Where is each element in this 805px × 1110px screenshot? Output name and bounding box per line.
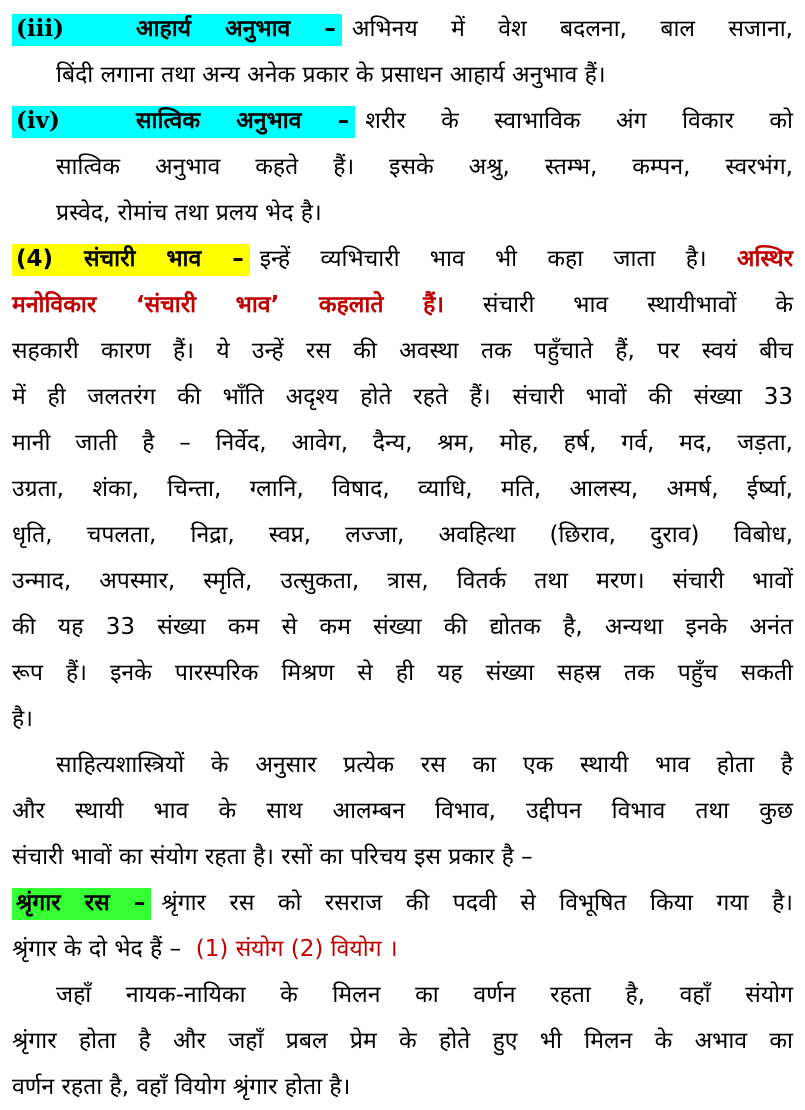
shringar-para-text: जहाँ नायक-नायिका के मिलन का वर्णन रहता है, वहाँ संयोग [56,982,793,1008]
section-4-red-2: मनोविकार ‘संचारी भाव’ कहलाते हैं। [12,292,444,318]
section-4-line-9 [12,604,793,650]
section-4-line-5 [12,420,793,466]
section-4-line-7 [12,512,793,558]
section-iv-line-3 [12,190,793,236]
shringar-text-1: श्रृंगार रस को रसराज की पदवी से विभूषित किया गया है। [161,890,793,916]
section-4-line-3 [12,328,793,374]
section-4-line-1 [12,236,793,282]
section-iv-text-1: शरीर के स्वाभाविक अंग विकार को [365,108,793,134]
para-rasa-line-3 [12,834,793,880]
section-iv-title: सात्विक अनुभाव – [136,108,350,134]
section-4-text: रूप हैं। इनके पारस्परिक मिश्रण से ही यह संख्या सहस्र तक पहुँच सकती [12,660,793,686]
shringar-heading: श्रृंगार रस – [12,888,151,920]
section-iii-line-2 [12,52,793,98]
section-iii-label: (iii) [16,15,64,42]
shringar-types: (1) संयोग (2) वियोग । [195,936,398,962]
section-4-text: धृति, चपलता, निद्रा, स्वप्न, लज्जा, अवहित्था (छिराव, दुराव) विबोध, [12,522,794,548]
shringar-para-text: श्रृंगार होता है और जहाँ प्रबल प्रेम के होते हुए भी मिलन के अभाव का [12,1028,793,1054]
section-4-text-1: इन्हें व्यभिचारी भाव भी कहा जाता है। [259,246,707,272]
section-4-text: है। [12,706,33,732]
shringar-para-line-2 [12,1018,793,1064]
shringar-line-2 [12,926,793,972]
section-4-text: सहकारी कारण हैं। ये उन्हें रस की अवस्था तक पहुँचाते हैं, पर स्वयं बीच [12,338,793,364]
section-4-red-1: अस्थिर [736,246,793,272]
section-4-text: की यह 33 संख्या कम से कम संख्या की द्योतक है, अन्यथा इनके अनंत [12,614,793,640]
section-4-text: उन्माद, अपस्मार, स्मृति, उत्सुकता, त्रास, वितर्क तथा मरण। संचारी भावों [12,568,793,594]
section-4-line-8 [12,558,793,604]
section-iv-heading [12,106,355,138]
section-iii-title: आहार्य अनुभाव – [136,16,336,42]
section-iii-line-1 [12,6,793,52]
section-iii-text-2: बिंदी लगाना तथा अन्य अनेक प्रकार के प्रसाधन आहार्य अनुभाव हैं। [56,62,606,88]
para-rasa-line-2 [12,788,793,834]
section-4-line-11 [12,696,793,742]
shringar-para-text: वर्णन रहता है, वहाँ वियोग श्रृंगार होता है। [12,1074,351,1100]
section-4-heading: (4) संचारी भाव – [12,244,250,276]
section-iv-text-3: प्रस्वेद, रोमांच तथा प्रलय भेद है। [56,200,322,226]
section-iv-text-2: सात्विक अनुभाव कहते हैं। इसके अश्रु, स्तम्भ, कम्पन, स्वरभंग, [56,154,793,180]
section-4-line-4 [12,374,793,420]
para-rasa-line-1 [12,742,793,788]
section-iv-line-2 [12,144,793,190]
para-rasa-text: साहित्यशास्त्रियों के अनुसार प्रत्येक रस का एक स्थायी भाव होता है [56,752,793,778]
section-iv-label: (iv) [16,107,60,134]
shringar-text-2: श्रृंगार के दो भेद हैं – [12,936,182,962]
section-4-line-6 [12,466,793,512]
shringar-para-line-3 [12,1064,793,1110]
section-4-text-2: संचारी भाव स्थायीभावों के [482,292,794,318]
para-rasa-text: संचारी भावों का संयोग रहता है। रसों का परिचय इस प्रकार है – [12,844,533,870]
section-iii-text-1: अभिनय में वेश बदलना, बाल सजाना, [351,16,793,42]
section-iii-heading [12,14,342,46]
para-rasa-text: और स्थायी भाव के साथ आलम्बन विभाव, उद्दीपन विभाव तथा कुछ [12,798,793,824]
section-4-text: मानी जाती है – निर्वेद, आवेग, दैन्य, श्रम, मोह, हर्ष, गर्व, मद, जड़ता, [12,430,793,456]
section-4-line-2 [12,282,793,328]
shringar-line-1 [12,880,793,926]
shringar-para-line-1 [12,972,793,1018]
section-iv-line-1 [12,98,793,144]
section-4-text: उग्रता, शंका, चिन्ता, ग्लानि, विषाद, व्याधि, मति, आलस्य, अमर्ष, ईर्ष्या, [12,476,793,502]
section-4-line-10 [12,650,793,696]
section-4-text: में ही जलतरंग की भाँति अदृश्य होते रहते हैं। संचारी भावों की संख्या 33 [12,384,793,410]
